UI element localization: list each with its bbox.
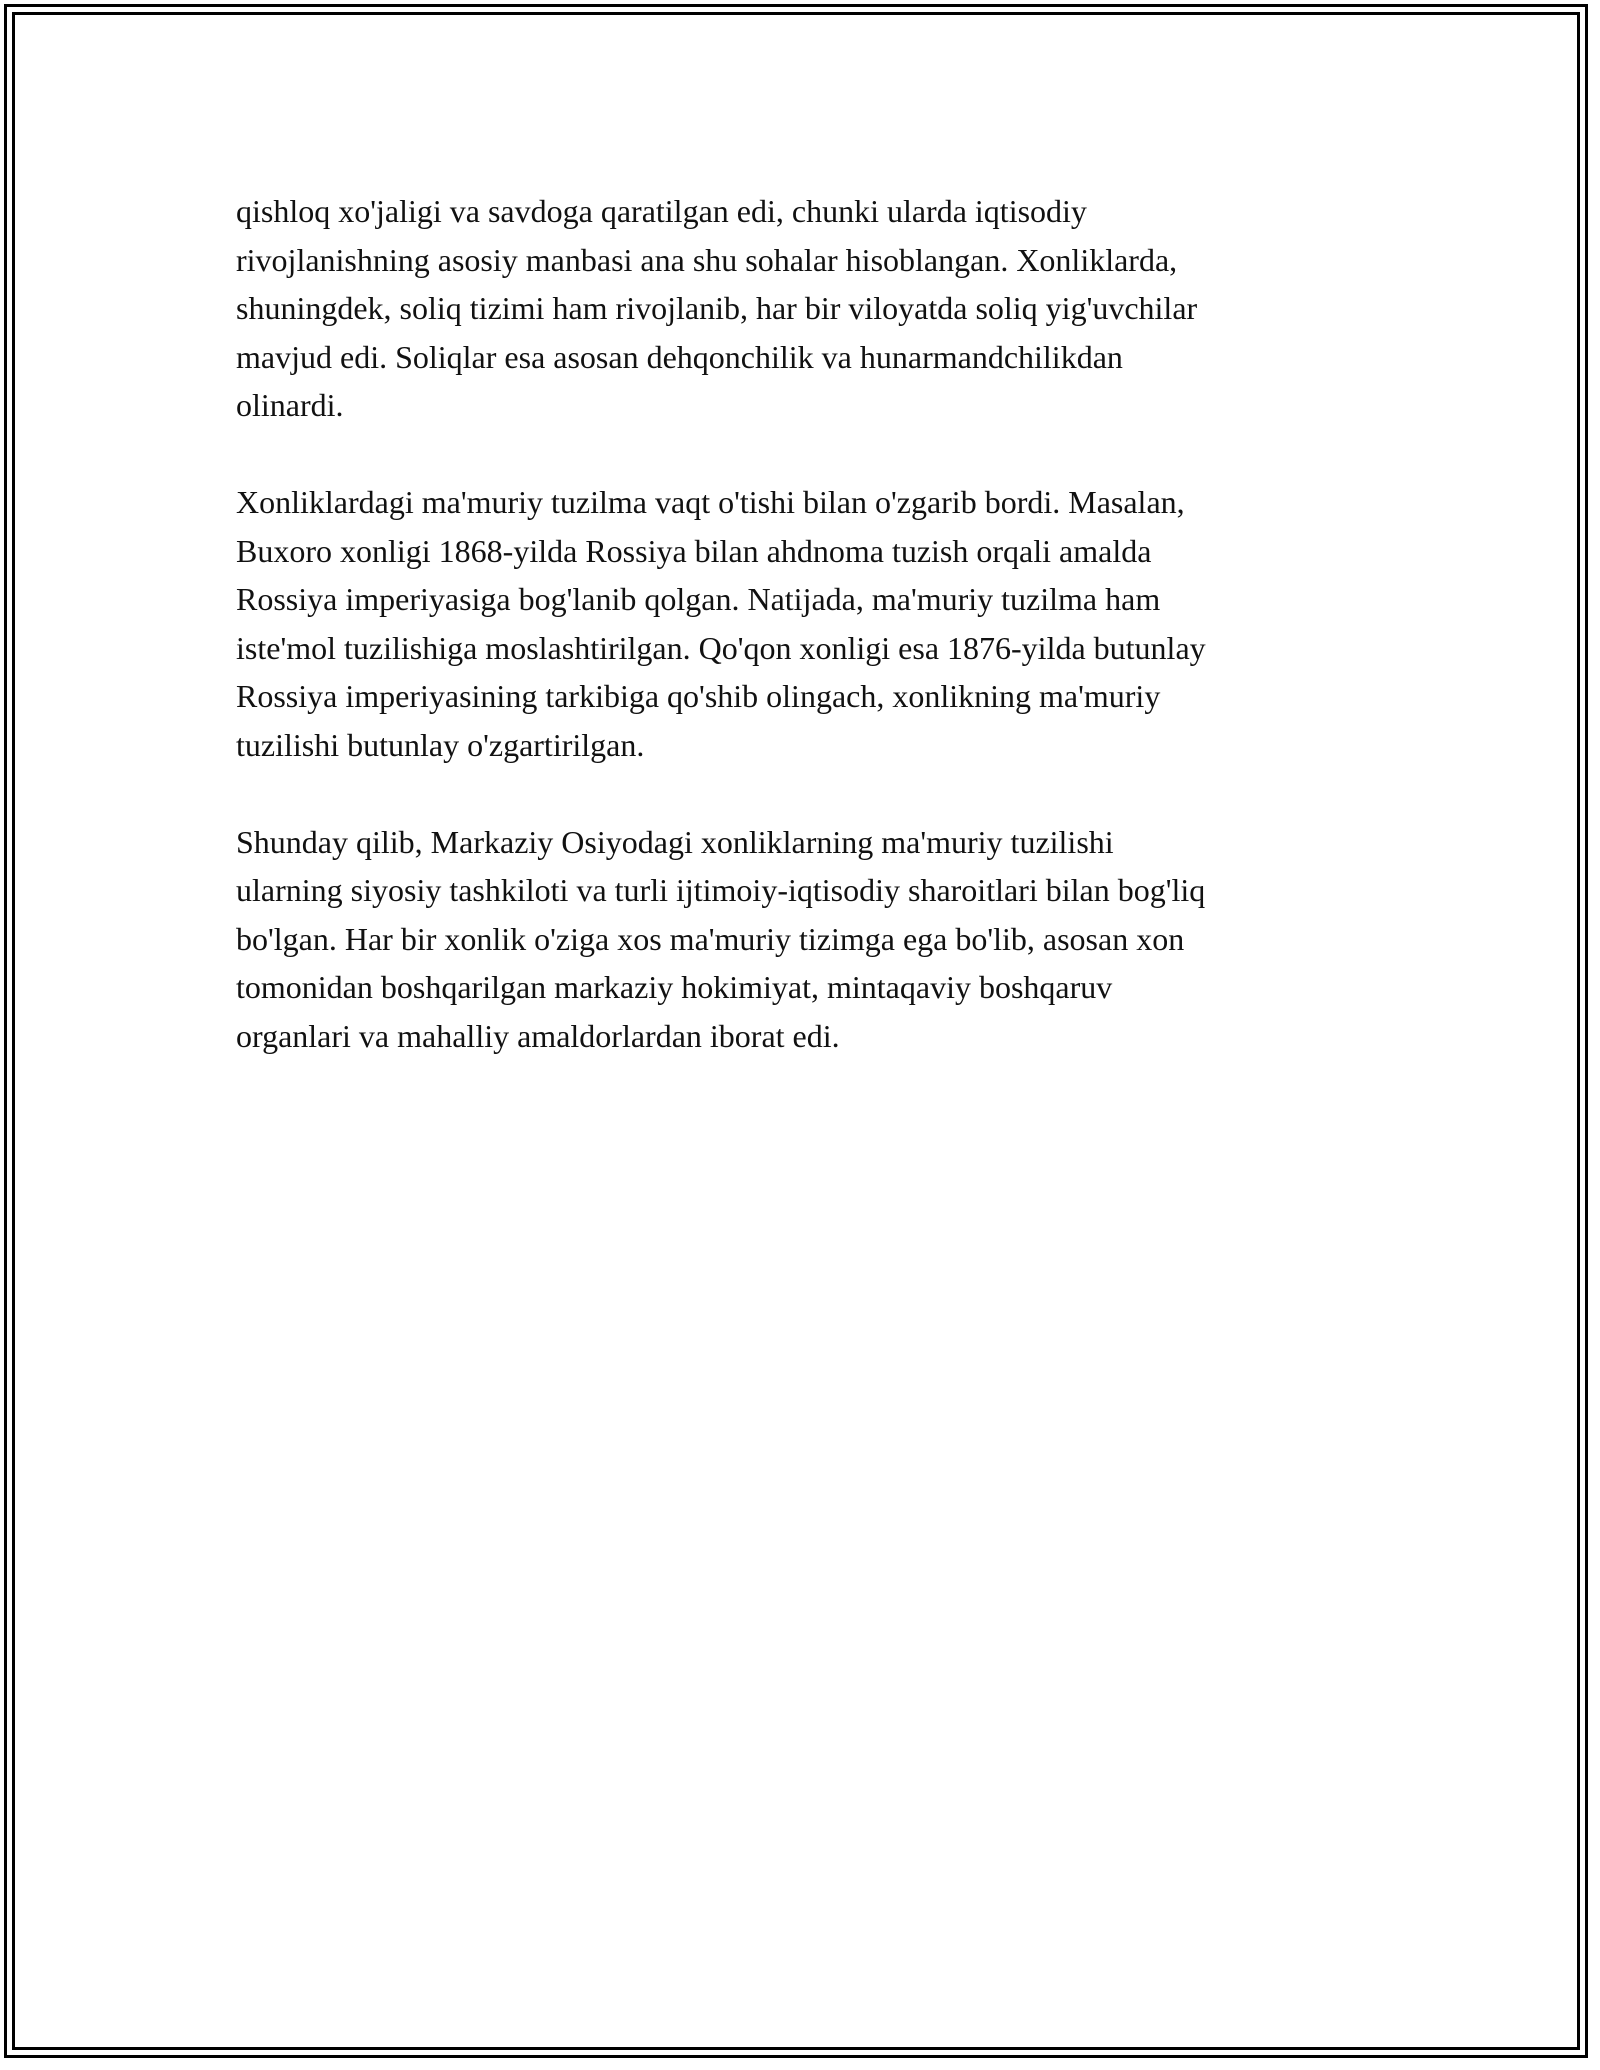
paragraph-3 <box>236 818 1376 1061</box>
text-line: olinardi. <box>236 387 344 423</box>
text-line: tomonidan boshqarilgan markaziy hokimiyat, mintaqaviy boshqaruv <box>236 969 1113 1005</box>
text-line: rivojlanishning asosiy manbasi ana shu sohalar hisoblangan. Xonliklarda, <box>236 241 1178 278</box>
text-line: organlari va mahalliy amaldorlardan iborat edi. <box>236 1017 840 1054</box>
text-line: bo'lgan. Har bir xonlik o'ziga xos ma'muriy tizimga ega bo'lib, asosan xon <box>236 920 1185 957</box>
document-body <box>236 187 1376 1109</box>
text-line: mavjud edi. Soliqlar esa asosan dehqonchilik va hunarmandchilikdan <box>236 338 1123 375</box>
text-line: iste'mol tuzilishiga moslashtirilgan. Qo'qon xonligi esa 1876-yilda butunlay <box>236 629 1206 666</box>
text-line: Rossiya imperiyasining tarkibiga qo'shib olingach, xonlikning ma'muriy <box>236 678 1161 714</box>
text-line: ularning siyosiy tashkiloti va turli ijtimoiy-iqtisodiy sharoitlari bilan bog'liq <box>236 872 1206 908</box>
text-line: tuzilishi butunlay o'zgartirilgan. <box>236 726 645 763</box>
text-line: qishloq xo'jaligi va savdoga qaratilgan edi, chunki ularda iqtisodiy <box>236 193 1087 229</box>
text-line: Xonliklardagi ma'muriy tuzilma vaqt o'tishi bilan o'zgarib bordi. Masalan, <box>236 484 1185 520</box>
text-line: Shunday qilib, Markaziy Osiyodagi xonliklarning ma'muriy tuzilishi <box>236 823 1114 860</box>
text-line: Rossiya imperiyasiga bog'lanib qolgan. Natijada, ma'muriy tuzilma ham <box>236 581 1161 617</box>
text-line: Buxoro xonligi 1868-yilda Rossiya bilan ahdnoma tuzish orqali amalda <box>236 532 1152 569</box>
paragraph-2 <box>236 478 1376 769</box>
paragraph-1 <box>236 187 1376 430</box>
text-line: shuningdek, soliq tizimi ham rivojlanib, har bir viloyatda soliq yig'uvchilar <box>236 290 1198 326</box>
